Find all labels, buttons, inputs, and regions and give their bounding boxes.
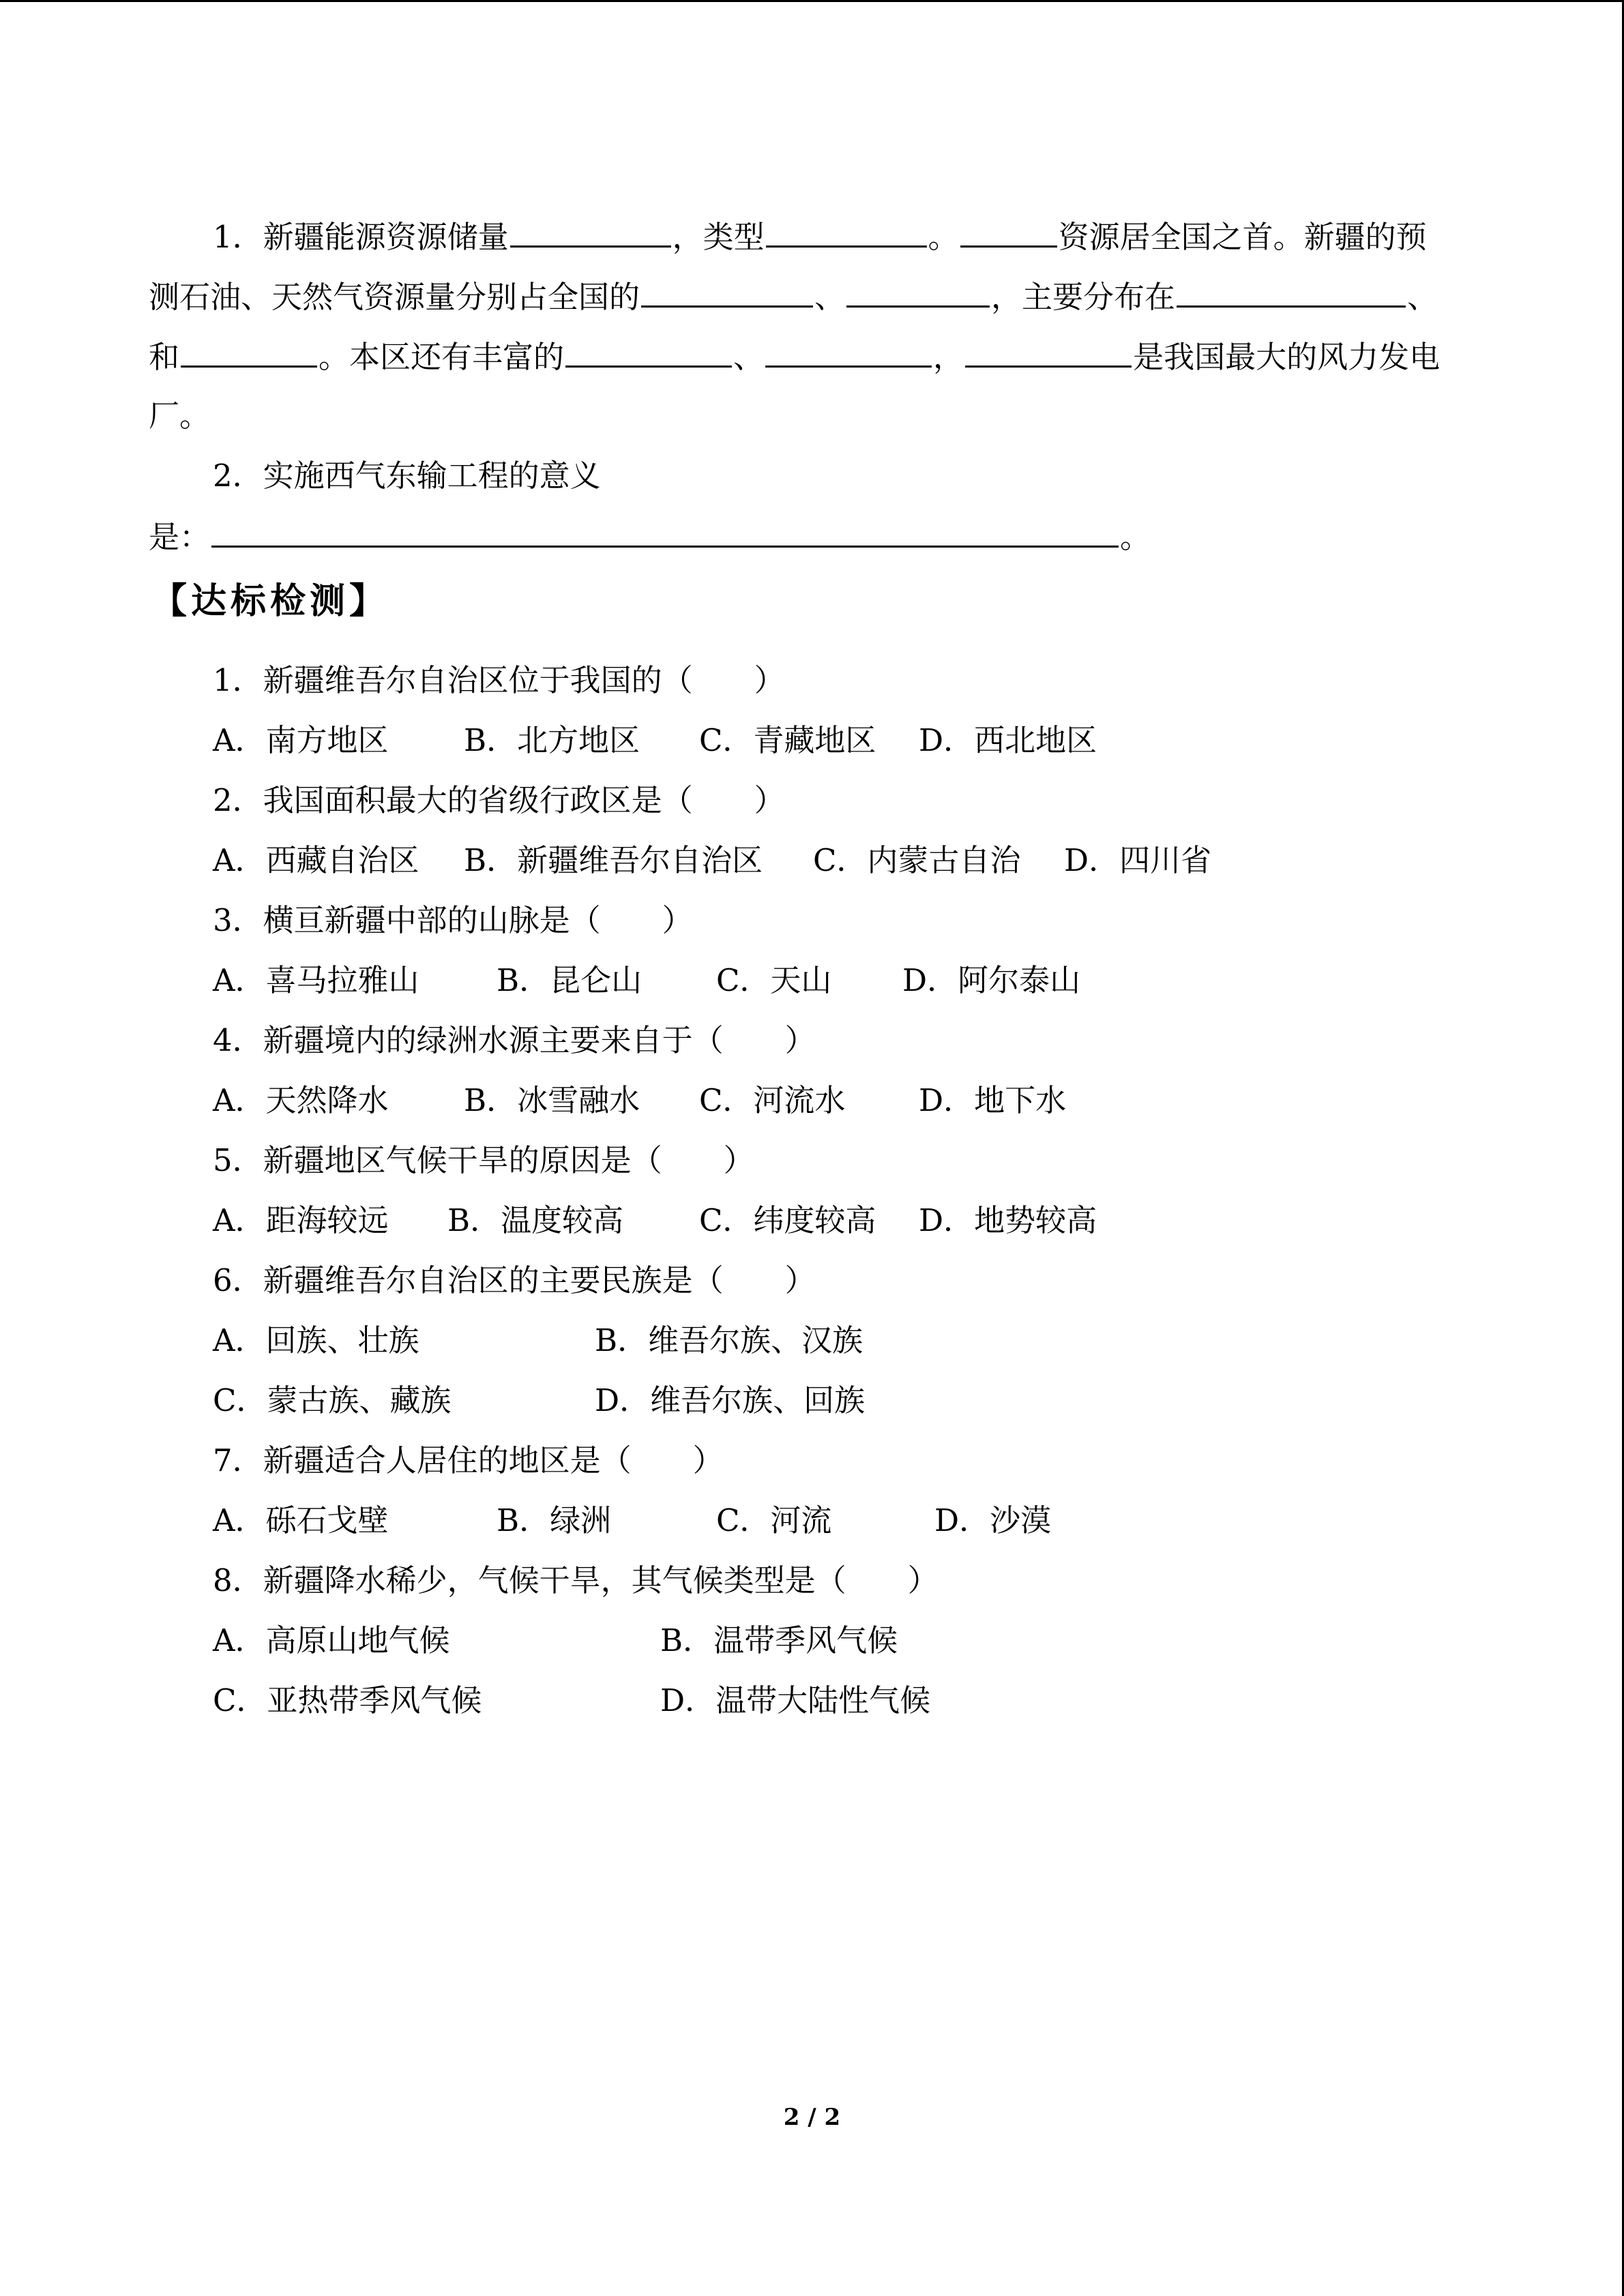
option-a[interactable]: A．喜马拉雅山 xyxy=(213,962,419,998)
question-stem: 5．新疆地区气候干旱的原因是（ ） xyxy=(213,1142,754,1178)
option-c[interactable]: C．纬度较高 xyxy=(699,1202,876,1238)
question-stem: 7．新疆适合人居住的地区是（ ） xyxy=(213,1442,724,1478)
question-stem: 8．新疆降水稀少，气候干旱，其气候类型是（ ） xyxy=(213,1562,939,1598)
answer-blank[interactable] xyxy=(510,215,671,248)
question-stem: 4．新疆境内的绿洲水源主要来自于（ ） xyxy=(213,1022,816,1058)
fill-q1-line1: 1．新疆能源资源储量 ，类型 。 资源居全国之首。新疆的预 xyxy=(213,215,1427,256)
option-b[interactable]: B．绿洲 xyxy=(497,1502,612,1538)
option-c[interactable]: C．天山 xyxy=(716,962,832,998)
option-b[interactable]: B．冰雪融水 xyxy=(464,1082,640,1118)
option-a[interactable]: A．天然降水 xyxy=(213,1082,389,1118)
option-d[interactable]: D．阿尔泰山 xyxy=(902,962,1081,998)
option-d[interactable]: D．四川省 xyxy=(1064,842,1212,878)
fill-q2-line2: 是： 。 xyxy=(149,516,1151,556)
option-c[interactable]: C．河流 xyxy=(716,1502,832,1538)
option-c[interactable]: C．河流水 xyxy=(699,1082,846,1118)
option-d[interactable]: D．地下水 xyxy=(919,1082,1067,1118)
section-title: 【达标检测】 xyxy=(151,581,389,622)
option-d[interactable]: D．地势较高 xyxy=(919,1202,1097,1238)
answer-blank[interactable] xyxy=(641,275,813,308)
option-b[interactable]: B．昆仑山 xyxy=(497,962,643,998)
option-a[interactable]: A．砾石戈壁 xyxy=(213,1502,389,1538)
fill-q1-line3: 和 。本区还有丰富的 、 ， 是我国最大的风力发电 xyxy=(149,336,1440,376)
fill-q2-line1: 2．实施西气东输工程的意义 xyxy=(213,458,601,494)
answer-blank[interactable] xyxy=(846,275,990,308)
page-top-border xyxy=(0,0,1624,2)
option-a[interactable]: A．西藏自治区 xyxy=(213,842,419,878)
answer-blank[interactable] xyxy=(565,336,732,368)
answer-blank[interactable] xyxy=(181,336,317,368)
option-a[interactable]: A．高原山地气候 xyxy=(213,1622,450,1658)
answer-blank[interactable] xyxy=(766,215,927,248)
option-d[interactable]: D．温带大陆性气候 xyxy=(660,1682,931,1718)
answer-blank[interactable] xyxy=(765,336,932,368)
option-c[interactable]: C．亚热带季风气候 xyxy=(213,1682,482,1718)
option-c[interactable]: C．蒙古族、藏族 xyxy=(213,1382,452,1418)
question-stem: 2．我国面积最大的省级行政区是（ ） xyxy=(213,782,785,818)
option-c[interactable]: C．内蒙古自治 xyxy=(813,842,1021,878)
answer-blank[interactable] xyxy=(965,336,1132,368)
fill-q1-line2: 测石油、天然气资源量分别占全国的 、 ，主要分布在 、 xyxy=(149,275,1438,316)
option-a[interactable]: A．距海较远 xyxy=(213,1202,389,1238)
option-d[interactable]: D．维吾尔族、回族 xyxy=(595,1382,866,1418)
fill-q1-line4: 厂。 xyxy=(149,398,211,434)
option-b[interactable]: B．温带季风气候 xyxy=(660,1622,898,1658)
option-d[interactable]: D．西北地区 xyxy=(919,722,1097,758)
question-stem: 6．新疆维吾尔自治区的主要民族是（ ） xyxy=(213,1262,816,1298)
option-a[interactable]: A．回族、壮族 xyxy=(213,1322,419,1358)
answer-blank[interactable] xyxy=(1177,275,1406,308)
question-stem: 1．新疆维吾尔自治区位于我国的（ ） xyxy=(213,662,785,698)
option-d[interactable]: D．沙漠 xyxy=(934,1502,1052,1538)
option-b[interactable]: B．维吾尔族、汉族 xyxy=(595,1322,863,1358)
option-b[interactable]: B．温度较高 xyxy=(447,1202,624,1238)
answer-blank[interactable] xyxy=(211,516,1119,548)
option-a[interactable]: A．南方地区 xyxy=(213,722,389,758)
answer-blank[interactable] xyxy=(960,215,1057,248)
option-c[interactable]: C．青藏地区 xyxy=(699,722,876,758)
question-stem: 3．横亘新疆中部的山脉是（ ） xyxy=(213,902,693,938)
option-b[interactable]: B．北方地区 xyxy=(464,722,640,758)
option-b[interactable]: B．新疆维吾尔自治区 xyxy=(464,842,763,878)
page-number: 2 / 2 xyxy=(783,2104,841,2131)
